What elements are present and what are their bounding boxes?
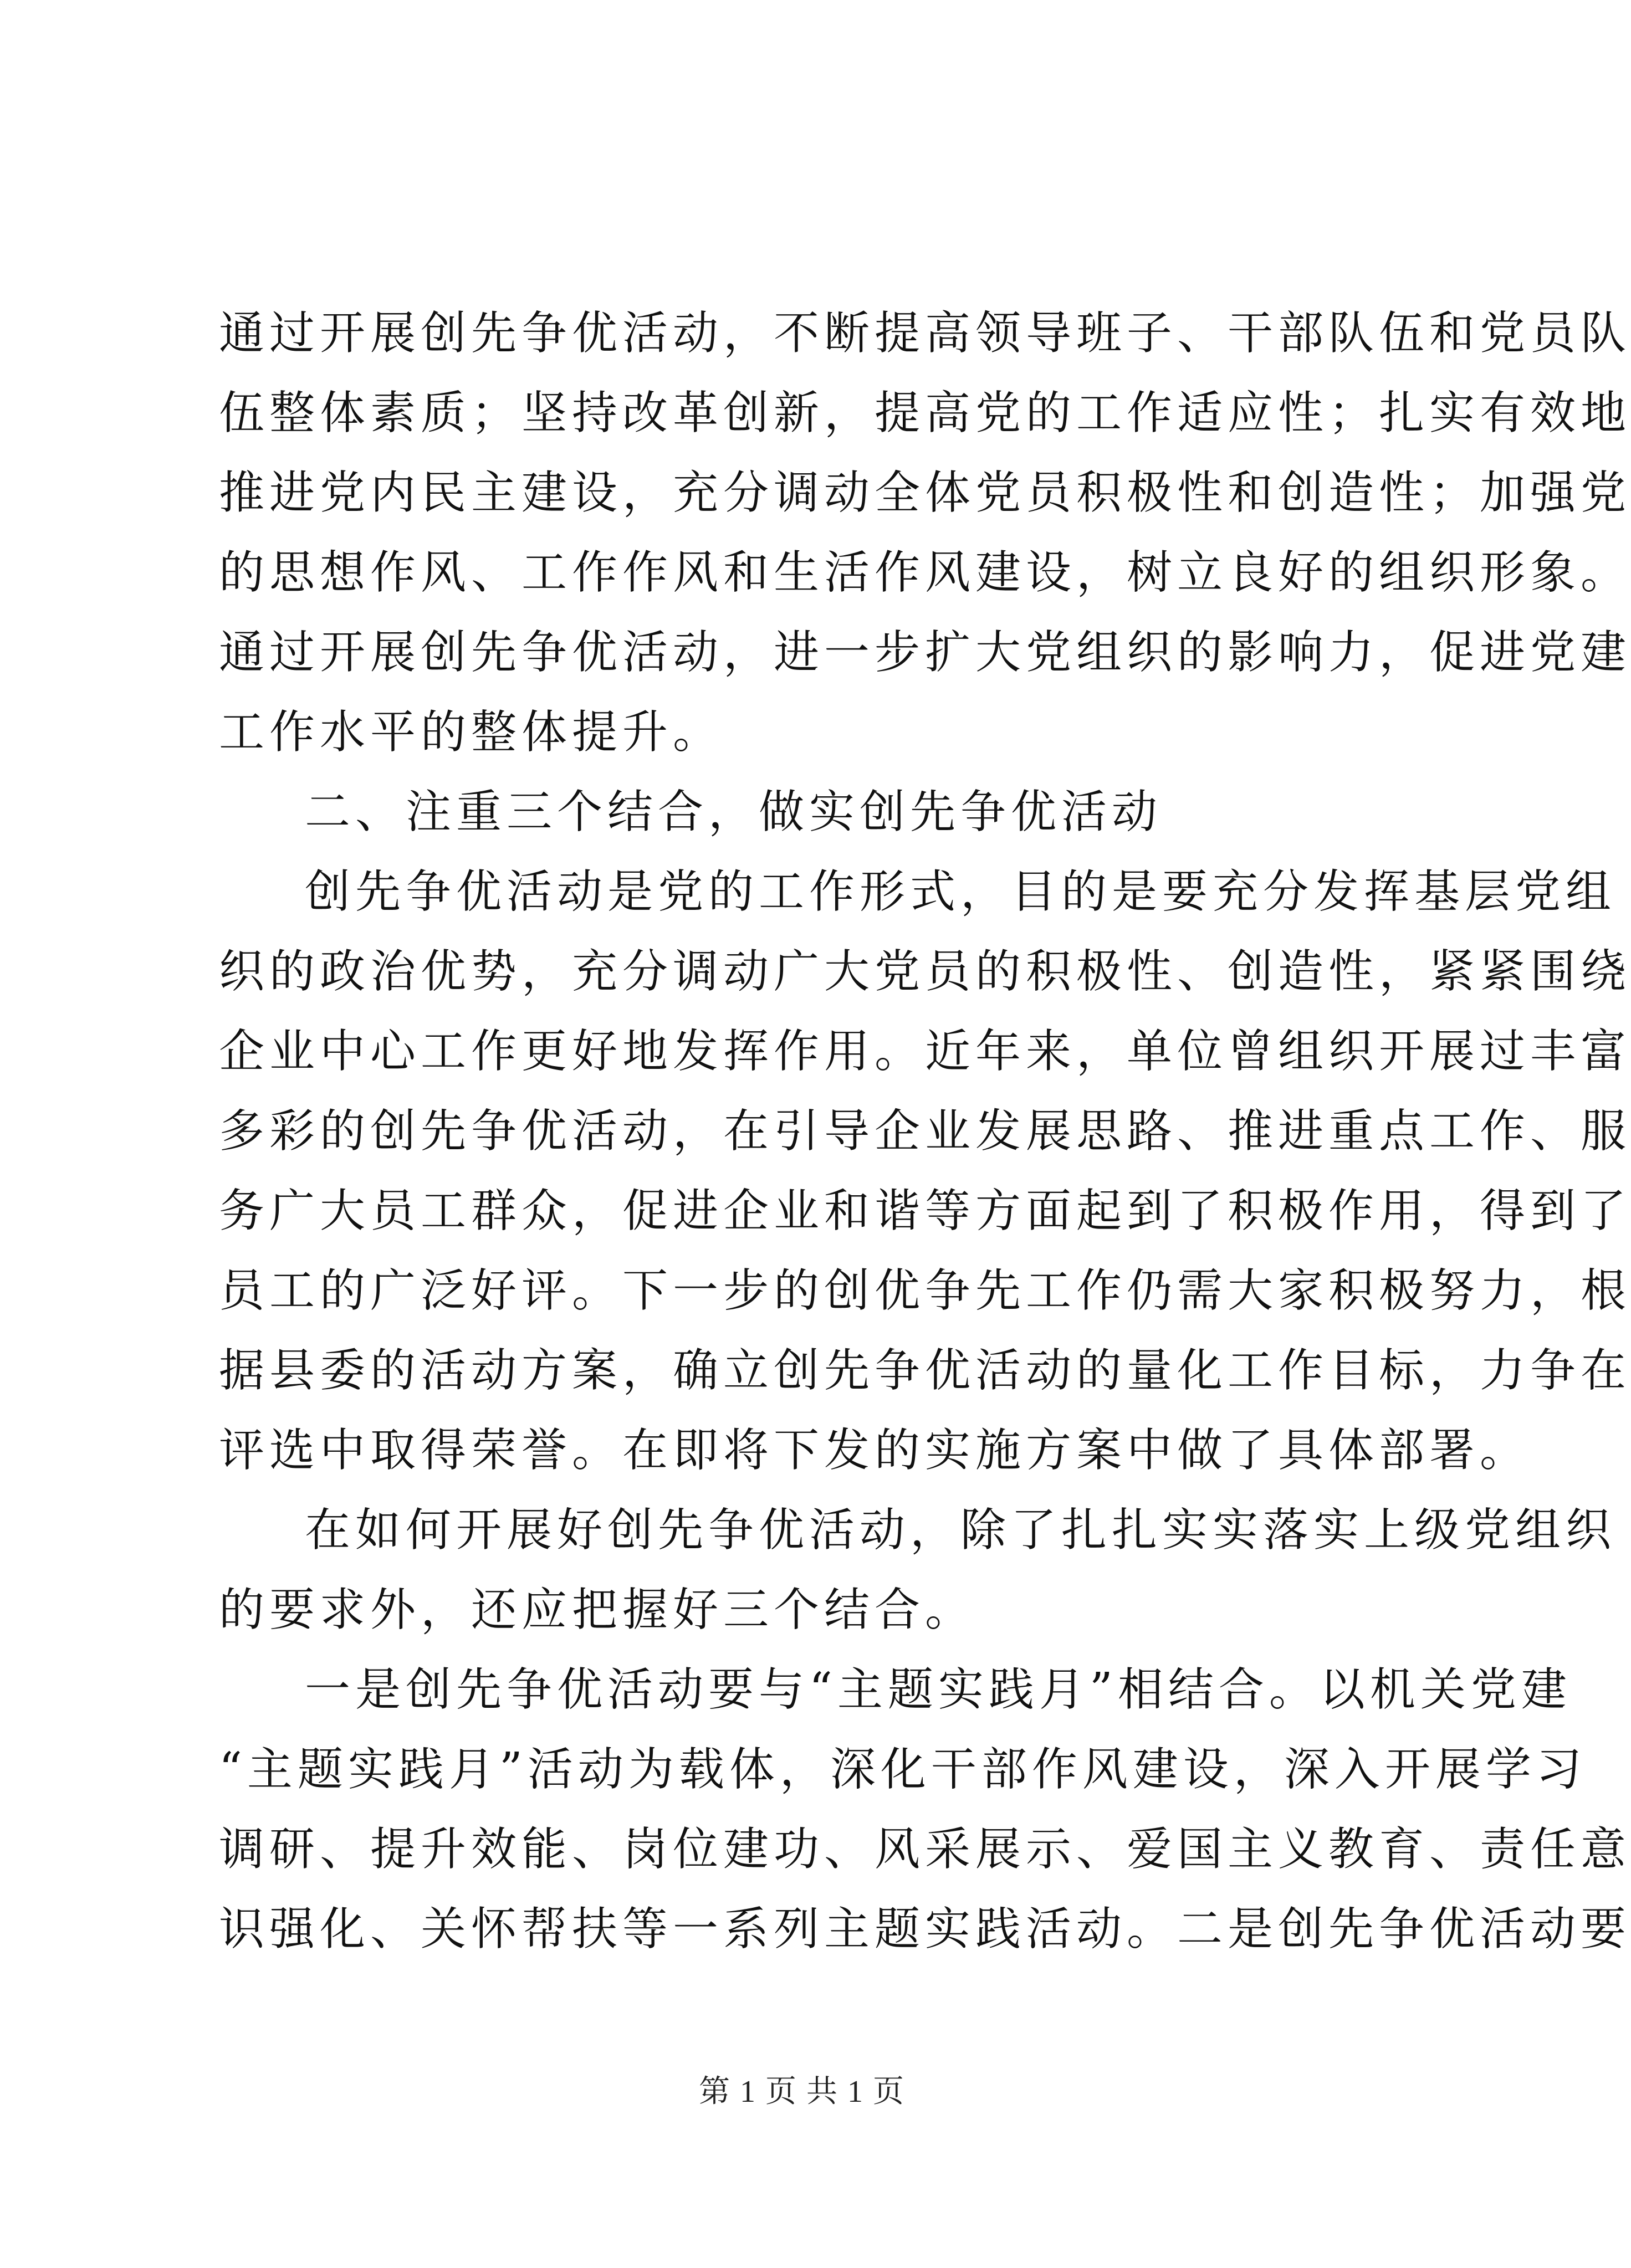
text-line: 伍整体素质；坚持改革创新，提高党的工作适应性；扎实有效地 <box>219 387 1631 439</box>
text-line: 通过开展创先争优活动，进一步扩大党组织的影响力，促进党建 <box>219 626 1631 679</box>
text-line: 员工的广泛好评。下一步的创优争先工作仍需大家积极努力，根 <box>219 1264 1631 1317</box>
text-line: 创先争优活动是党的工作形式，目的是要充分发挥基层党组 <box>305 866 1617 918</box>
document-body <box>219 294 1631 1969</box>
text-line: 的思想作风、工作作风和生活作风建设，树立良好的组织形象。 <box>219 546 1631 599</box>
text-line: 识强化、关怀帮扶等一系列主题实践活动。二是创先争优活动要 <box>219 1903 1631 1955</box>
text-line: 的要求外，还应把握好三个结合。 <box>219 1584 976 1636</box>
text-line: “主题实践月”活动为载体，深化干部作风建设，深入开展学习 <box>219 1743 1587 1796</box>
text-line: 调研、提升效能、岗位建功、风采展示、爱国主义教育、责任意 <box>219 1823 1631 1876</box>
text-line: 通过开展创先争优活动，不断提高领导班子、干部队伍和党员队 <box>219 307 1631 360</box>
text-line: 评选中取得荣誉。在即将下发的实施方案中做了具体部署。 <box>219 1424 1531 1477</box>
text-line: 多彩的创先争优活动，在引导企业发展思路、推进重点工作、服 <box>219 1105 1631 1158</box>
page-footer: 第 1 页 共 1 页 <box>699 2075 905 2109</box>
text-line: 在如何开展好创先争优活动，除了扎扎实实落实上级党组织 <box>305 1504 1617 1557</box>
text-line: 工作水平的整体提升。 <box>219 706 724 759</box>
text-line: 织的政治优势，充分调动广大党员的积极性、创造性，紧紧围绕 <box>219 945 1631 998</box>
text-line: 二、注重三个结合，做实创先争优活动 <box>305 786 1163 838</box>
text-line: 企业中心工作更好地发挥作用。近年来，单位曾组织开展过丰富 <box>219 1025 1631 1078</box>
text-line: 推进党内民主建设，充分调动全体党员积极性和创造性；加强党 <box>219 467 1631 519</box>
text-line: 务广大员工群众，促进企业和谐等方面起到了积极作用，得到了 <box>219 1185 1631 1237</box>
text-line: 据县委的活动方案，确立创先争优活动的量化工作目标，力争在 <box>219 1344 1631 1397</box>
text-line: 一是创先争优活动要与“主题实践月”相结合。以机关党建 <box>305 1663 1572 1716</box>
